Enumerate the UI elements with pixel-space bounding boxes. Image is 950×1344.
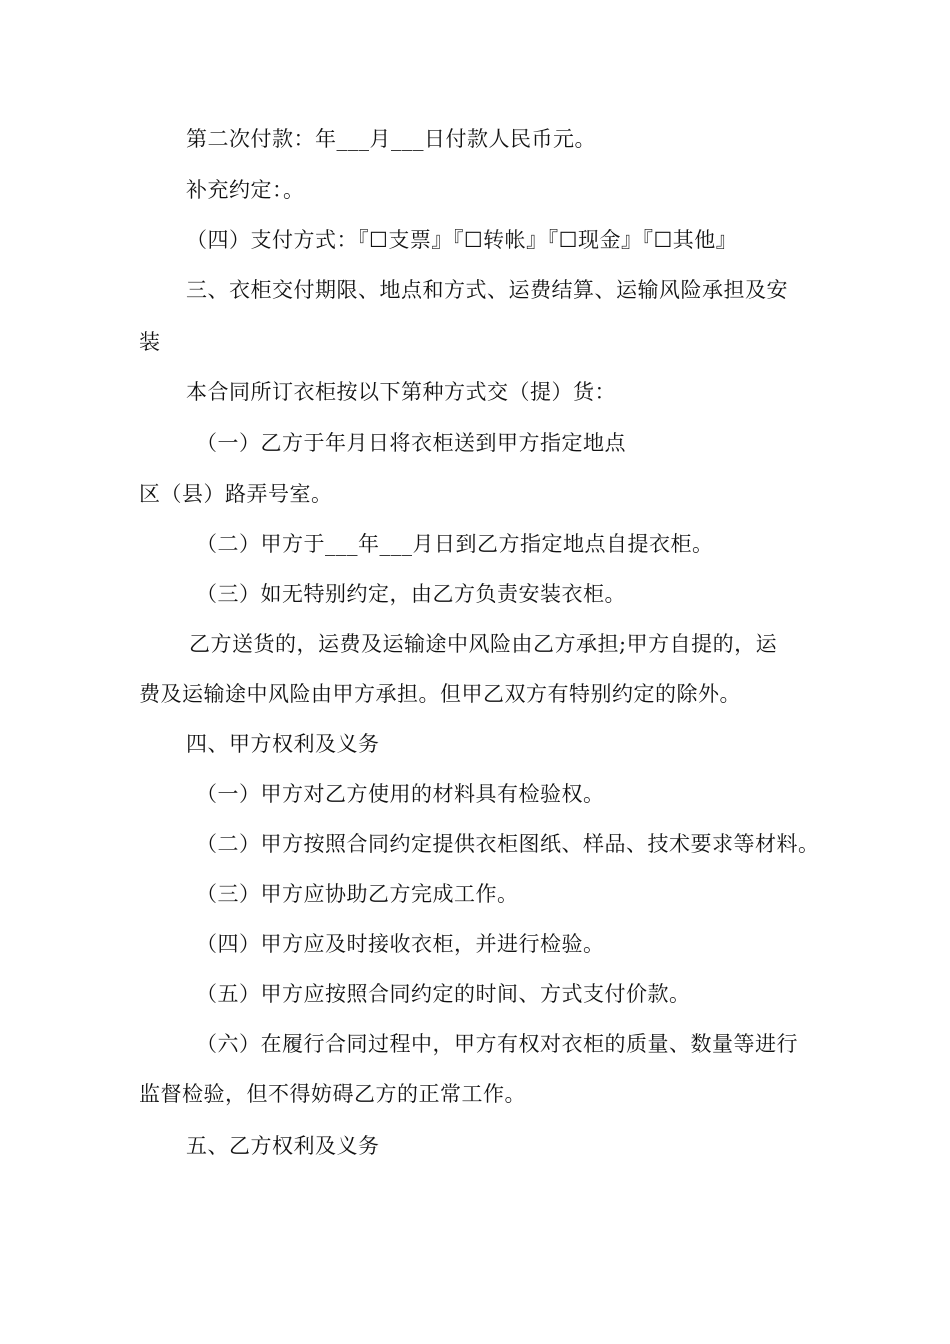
text-line: 区（县）路弄号室。 xyxy=(139,482,333,506)
text-line: 第二次付款：年___月___日付款人民币元。 xyxy=(186,127,596,151)
text-line: （四）甲方应及时接收衣柜，并进行检验。 xyxy=(196,932,605,956)
text-line: （三）甲方应协助乙方完成工作。 xyxy=(196,882,519,906)
text-line: （六）在履行合同过程中，甲方有权对衣柜的质量、数量等进行 xyxy=(196,1032,798,1056)
text-line: 乙方送货的，运费及运输途中风险由乙方承担;甲方自提的，运 xyxy=(189,632,778,656)
text-line: 装 xyxy=(139,330,161,354)
text-line: （一）甲方对乙方使用的材料具有检验权。 xyxy=(196,782,605,806)
text-line: 本合同所订衣柜按以下第种方式交（提）货： xyxy=(186,380,616,404)
section-heading: 四、甲方权利及义务 xyxy=(186,732,380,756)
text-line: （二）甲方于___年___月日到乙方指定地点自提衣柜。 xyxy=(196,532,714,556)
text-line: 费及运输途中风险由甲方承担。但甲乙双方有特别约定的除外。 xyxy=(139,682,741,706)
text-line: 监督检验，但不得妨碍乙方的正常工作。 xyxy=(139,1082,526,1106)
text-line: （四）支付方式：『☐支票』『☐转帐』『☐现金』『☐其他』 xyxy=(186,228,738,252)
text-line: （一）乙方于年月日将衣柜送到甲方指定地点 xyxy=(196,431,626,455)
text-line: （五）甲方应按照合同约定的时间、方式支付价款。 xyxy=(196,982,691,1006)
text-line: （二）甲方按照合同约定提供衣柜图纸、样品、技术要求等材料。 xyxy=(196,832,820,856)
section-heading: 五、乙方权利及义务 xyxy=(186,1134,380,1158)
text-line: 补充约定：。 xyxy=(186,178,305,202)
section-heading: 三、衣柜交付期限、地点和方式、运费结算、运输风险承担及安 xyxy=(186,278,788,302)
text-line: （三）如无特别约定，由乙方负责安装衣柜。 xyxy=(196,582,626,606)
